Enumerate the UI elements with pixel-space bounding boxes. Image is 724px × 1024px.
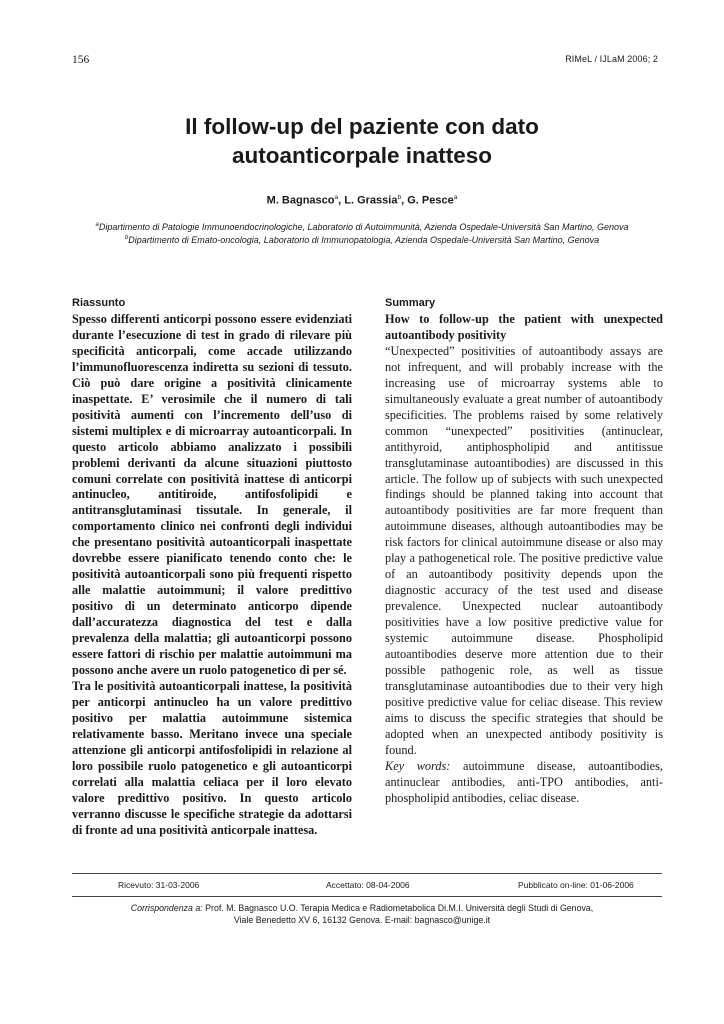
author-list: M. Bagnasco$^a$, L. Grassia$^b$, G. Pesce$^a$ [266, 194, 458, 207]
riassunto-heading: Riassunto [72, 297, 126, 309]
author-affiliation-mark: b [397, 194, 402, 201]
summary-paragraph: “Unexpected” positivities of autoantibody assays are not infrequent, and will probably increase with the increasing use of microarray systems able to simultaneously evaluate a great number of autoantibody specificities. The problems raised by some relatively common “unexpected” positivities (antinuclear, antithyroid, antiphospholipid and antitissue transglutaminase autoantibodies) are discussed in this article. The follow up of subjects with such unexpected findings should be planned taking into account that autoantibody positivities are far more frequent than autoimmune diseases, although autoantibodies may be risk factors for clinical autoimmune disease or also may play a pathogenetical role. The positive predictive value of an autoantibody positivity depends upon the diagnostic accuracy of the test used and disease prevalence. Unexpected nuclear autoantibody positivities have a low positive predictive value for systemic autoimmune disease. Phospholipid autoantibodies deserve more attention due to their possible pathogenic role, as well as tissue transglutaminase autoantibodies due to their very high positive predictive value for celiac disease. This review aims to discuss the specific strategies that should be adopted when an unexpected antibody positivity is found. [385, 343, 663, 757]
summary-heading: Summary [385, 297, 436, 309]
author-affiliation-mark: a [453, 194, 458, 201]
page-number: 156 [72, 54, 90, 66]
affiliation-mark: a [95, 222, 99, 228]
correspondence-line-2: Viale Benedetto XV 6, 16132 Genova. E-mail: bagnasco@unige.it [233, 914, 491, 925]
summary-subtitle: How to follow-up the patient with unexpected autoantibody positivity [385, 312, 663, 342]
title-line-2: autoanticorpale inatteso [231, 143, 493, 168]
title-line-1: Il follow-up del paziente con dato [185, 114, 539, 139]
affiliation-text: Dipartimento di Emato-oncologia, Laboratorio di Immunopatologia, Azienda Ospedale-Università San Martino, Genova [128, 235, 600, 245]
correspondence [0, 903, 724, 926]
affiliation-mark: b [124, 235, 129, 241]
journal-reference: RIMeL / IJLaM 2006; 2 [565, 54, 658, 64]
correspondence-address: Prof. M. Bagnasco U.O. Terapia Medica e Radiometabolica Di.M.I. Università degli Studi di Genova, [205, 903, 594, 913]
footer-bottom-rule [72, 896, 662, 897]
author-name: M. Bagnasco [266, 194, 335, 207]
riassunto-body [72, 312, 352, 838]
riassunto-paragraph-2: Tra le positività autoanticorpali inattese, la positività per anticorpi antinucleo ha un valore predittivo positivo per malattia autoimmune sistemica relativamente basso. Meritano invece una speciale attenzione gli anticorpi antifosfolipidi in relazione al loro possibile ruolo patogenetico e gli autoanticorpi correlati alla malattia celiaca per il loro elevato valore predittivo positivo. In questo articolo verranno discusse le specifiche strategie da adottarsi di fronte ad una positività anticorpale inattesa. [72, 678, 352, 837]
affiliation-b [0, 235, 724, 245]
keywords-label: Key words: [385, 758, 451, 773]
article-title [0, 112, 724, 170]
footer-top-rule [72, 873, 662, 874]
author-name: G. Pesce [407, 194, 454, 207]
author-affiliation-mark: a [334, 194, 339, 201]
riassunto-paragraph-1: Spesso differenti anticorpi possono essere evidenziati durante l’esecuzione di test in grado di rilevare più specificità anticorpali, come accade utilizzando l’immunofluorescenza indiretta su sezioni di tessuto. Ciò può dare origine a positività clinicamente inaspettate. E’ verosimile che il numero di tali positività aumenti con l’incremento dell’uso di sistemi multiplex e di microarray autoanticorpali. In questo articolo abbiamo analizzato i possibili problemi derivanti da alcune situazioni piuttosto comuni correlate con positività inattese di anticorpi antinucleo, antitiroide, antifosfolipidi e antitransglutaminasi tissutale. In generale, il comportamento clinico nei confronti degli individui che presentano positività autoanticorpali inaspettate dovrebbe essere pianificato tenendo conto che: le positività autoanticorpali sono più frequenti rispetto alle malattie autoimmuni; il valore predittivo positivo di un determinato anticorpo dipende dall’accuratezza diagnostica del test e dalla prevalenza della malattia; gli autoanticorpi possono essere fattori di rischio per malattie autoimmuni ma possono anche avere un ruolo patogenetico di per sé. [72, 312, 352, 677]
affiliation-a [0, 222, 724, 232]
published-date: Pubblicato on-line: 01-06-2006 [518, 880, 634, 890]
affiliation-text: Dipartimento di Patologie Immunoendocrinologiche, Laboratorio di Autoimmunità, Azienda Ospedale-Università San Martino, Genova [98, 222, 629, 232]
correspondence-line-1 [0, 903, 724, 915]
author-name: L. Grassia [344, 194, 398, 207]
received-date: Ricevuto: 31-03-2006 [118, 880, 200, 890]
accepted-date: Accettato: 08-04-2006 [326, 880, 410, 890]
summary-body [385, 312, 663, 807]
keywords-text: autoimmune disease, autoantibodies, antinuclear antibodies, anti-TPO antibodies, anti-phospholipid antibodies, celiac disease. [385, 758, 663, 805]
keywords [385, 759, 663, 807]
correspondence-label: Corrispondenza a: [130, 903, 203, 913]
